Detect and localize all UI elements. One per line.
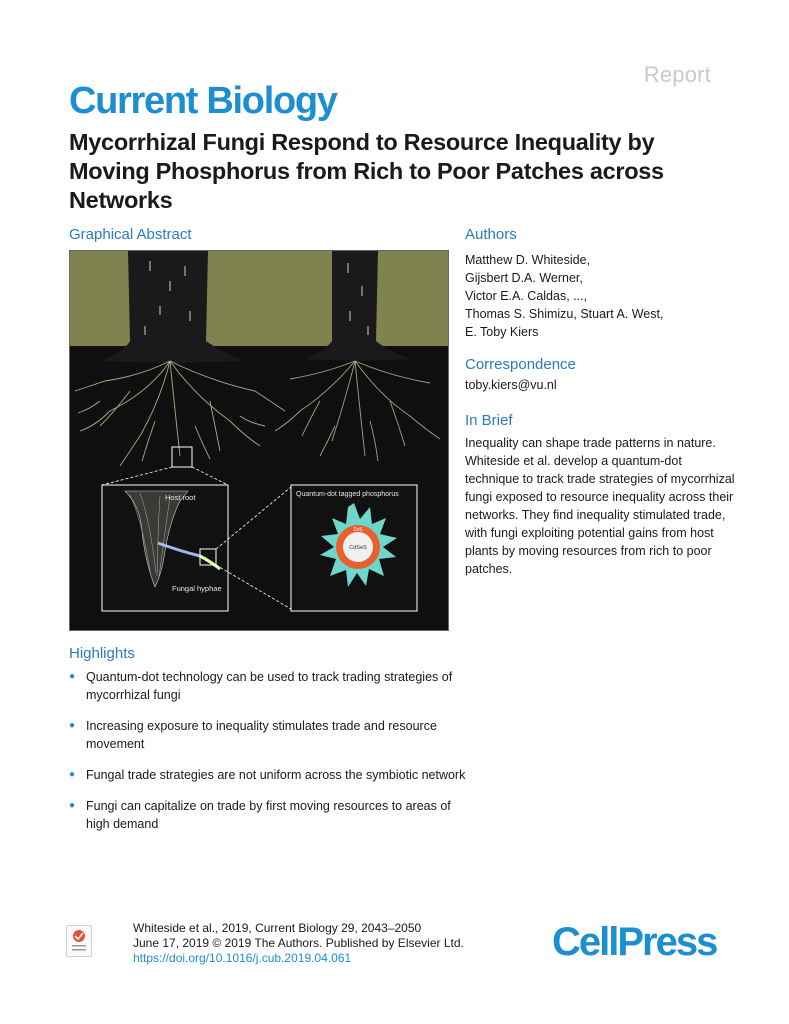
fungal-hyphae-label: Fungal hyphae (172, 584, 222, 593)
cellpress-logo[interactable]: CellPress (552, 920, 717, 964)
author-line[interactable]: Matthew D. Whiteside, (465, 253, 591, 267)
highlight-item: ● Fungal trade strategies are not uniform across the symbiotic network (69, 766, 469, 784)
author-line[interactable]: E. Toby Kiers (465, 325, 539, 339)
host-root-label: Host root (165, 493, 196, 502)
author-line[interactable]: Gijsbert D.A. Werner, (465, 271, 583, 285)
highlights-heading: Highlights (69, 645, 135, 662)
quantum-dot-inset (291, 485, 417, 611)
host-root-inset (102, 485, 228, 611)
journal-name[interactable]: Current Biology (69, 80, 337, 122)
highlight-item: ● Quantum-dot technology can be used to track trading strategies of mycorrhizal fungi (69, 668, 469, 704)
in-brief-text: Inequality can shape trade patterns in nature. Whiteside et al. develop a quantum-dot technique to track trade strategies of mycorrhizal fungi exposed to resource inequality across their networks. They find inequality stimulated trade, with fungi exploiting potential gains from host plants by moving resources from rich to poor patches. (465, 436, 735, 576)
author-line[interactable]: Victor E.A. Caldas, ..., (465, 289, 588, 303)
correspondence-email[interactable]: toby.kiers@vu.nl (465, 378, 557, 392)
section-label: Report (643, 62, 711, 87)
citation-line: Whiteside et al., 2019, Current Biology 29, 2043–2050 (133, 921, 422, 935)
authors-heading: Authors (465, 226, 517, 243)
highlight-item: ● Increasing exposure to inequality stimulates trade and resource movement (69, 717, 469, 753)
in-brief-heading: In Brief (465, 412, 513, 429)
doi-link[interactable]: https://doi.org/10.1016/j.cub.2019.04.061 (133, 951, 352, 965)
highlight-item: ● Fungi can capitalize on trade by first moving resources to areas of high demand (69, 797, 469, 833)
authors-list (465, 251, 663, 341)
graphical-abstract-heading: Graphical Abstract (69, 226, 192, 243)
graphical-abstract-figure (69, 250, 449, 631)
copyright-line: June 17, 2019 © 2019 The Authors. Published by Elsevier Ltd. (133, 936, 464, 950)
citation-block (133, 921, 464, 966)
article-title: Mycorrhizal Fungi Respond to Resource Inequality by Moving Phosphorus from Rich to Poor Patches across Networks (69, 129, 664, 213)
author-line[interactable]: Thomas S. Shimizu, Stuart A. West, (465, 307, 664, 321)
zns-label: ZnS (353, 527, 363, 533)
correspondence-heading: Correspondence (465, 356, 576, 373)
qd-label: Quantum-dot tagged phosphorus (296, 491, 399, 498)
cdsee-label: CdSeS (349, 545, 367, 551)
check-for-updates-icon[interactable] (66, 925, 92, 957)
highlights-list (69, 668, 469, 846)
